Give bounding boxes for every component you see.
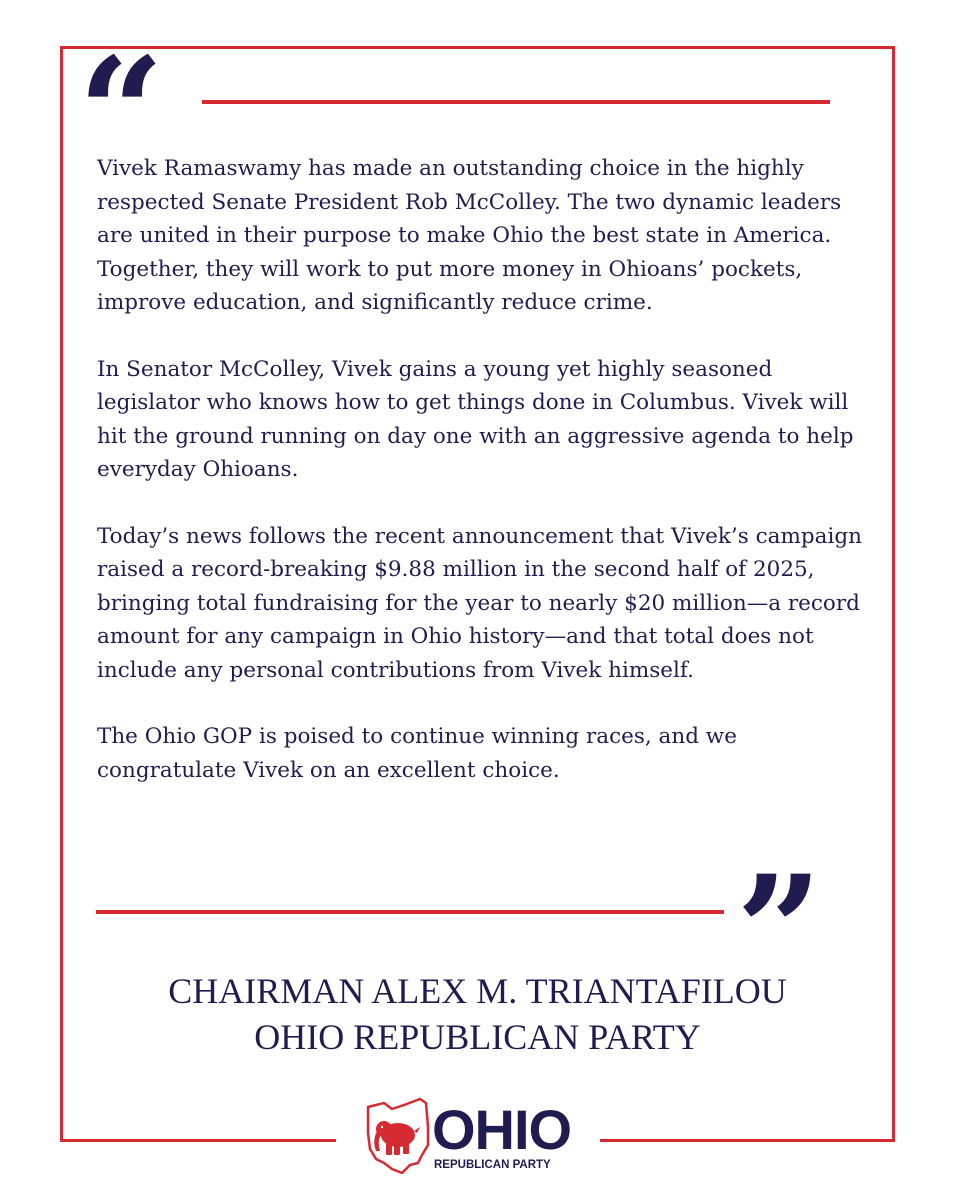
bottom-divider (96, 910, 724, 914)
open-quote-icon: “ (78, 25, 165, 201)
logo-subtitle: REPUBLICAN PARTY (434, 1159, 551, 1171)
attribution (60, 968, 895, 1060)
attribution-name: CHAIRMAN ALEX M. TRIANTAFILOU (168, 971, 787, 1011)
quote-paragraph-2: In Senator McColley, Vivek gains a young yet highly seasoned legislator who knows how to get things done in Columbus. Vivek will hit the ground running on day one with an aggressive agenda to help everyday Ohioans. (97, 356, 854, 482)
quote-paragraph-1: Vivek Ramaswamy has made an outstanding choice in the highly respected Senate President Rob McColley. The two dynamic leaders are united in their purpose to make Ohio the best state in America. Together, they will work to put more money in Ohioans’ pockets, improve education, and significantly reduce crime. (97, 156, 842, 315)
attribution-org: OHIO REPUBLICAN PARTY (254, 1017, 701, 1057)
close-quote-icon: ” (736, 843, 823, 1019)
quote-body (97, 152, 867, 820)
logo-wordmark: OHIO (432, 1098, 572, 1161)
quote-paragraph-3: Today’s news follows the recent announcement that Vivek’s campaign raised a record-breaking $9.88 million in the second half of 2025, bringing total fundraising for the year to nearly $20 million—a record amount for any campaign in Ohio history—and that total does not include any personal contributions from Vivek himself. (97, 523, 862, 683)
top-divider (202, 100, 830, 104)
quote-paragraph-4: The Ohio GOP is poised to continue winning races, and we congratulate Vivek on an excellent choice. (97, 724, 737, 783)
